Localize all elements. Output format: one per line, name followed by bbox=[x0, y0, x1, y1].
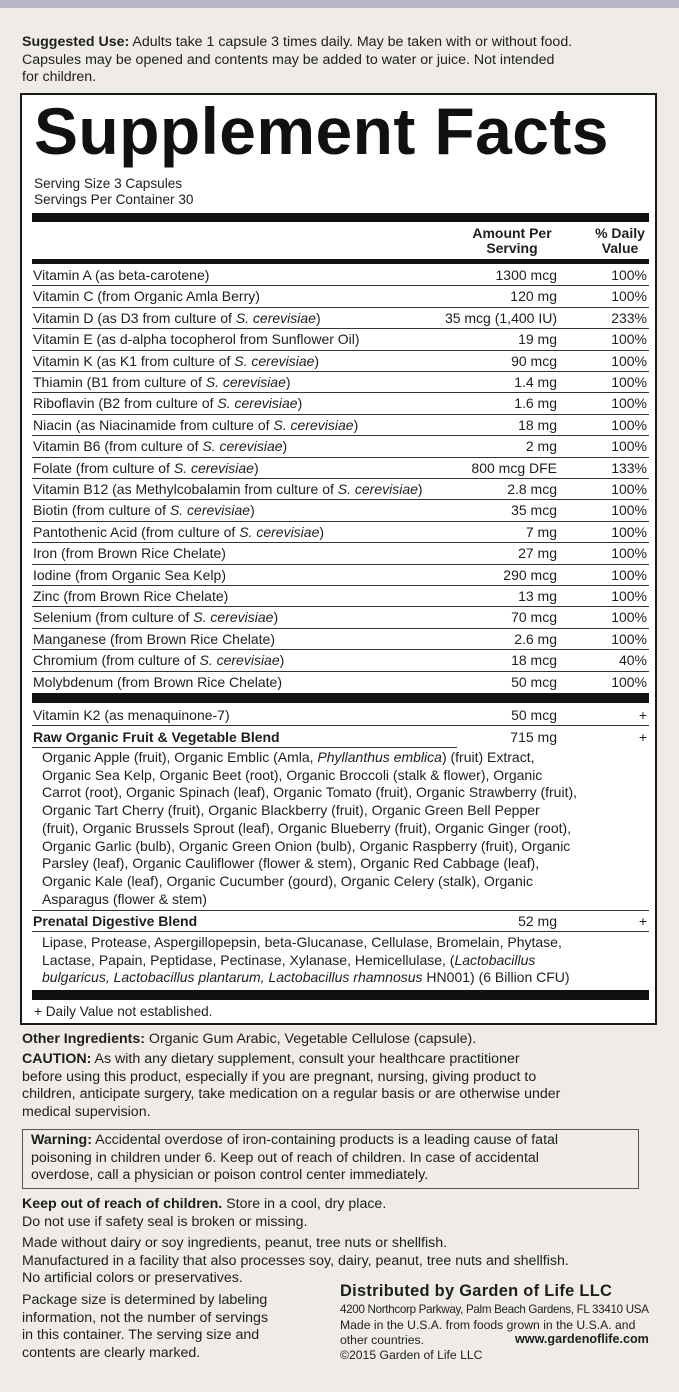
header-line: Serving bbox=[486, 240, 538, 256]
package-line: information, not the number of servings bbox=[22, 1309, 269, 1326]
nutrient-name-text: Niacin (as Niacinamide from culture of bbox=[33, 416, 274, 433]
ingredient-line bbox=[42, 855, 642, 873]
nutrient-dv: 233% bbox=[611, 309, 647, 326]
nutrient-name-italic: S. cerevisiae bbox=[193, 609, 274, 626]
nutrient-row bbox=[32, 672, 649, 693]
ingredient-text: Organic Garlic (bulb), Organic Green Onion (bulb), Organic Raspberry (fruit), Organic bbox=[42, 837, 571, 854]
ingredient-text: HN001) (6 Billion CFU) bbox=[422, 969, 570, 986]
nutrient-name bbox=[33, 286, 260, 307]
nutrient-name bbox=[33, 415, 358, 436]
nutrient-name-text: Vitamin A (as beta-carotene) bbox=[33, 267, 210, 283]
allergen-line: Made without dairy or soy ingredients, peanut, tree nuts or shellfish. bbox=[22, 1235, 448, 1251]
ingredient-text: Lipase, Protease, Aspergillopepsin, beta-Glucanase, Cellulase, Bromelain, Phytase, bbox=[42, 934, 562, 950]
nutrient-name-text: ) bbox=[417, 481, 423, 497]
ingredient-text: ) (fruit) Extract, bbox=[441, 749, 535, 765]
daily-value-header bbox=[582, 226, 658, 256]
warning-line: overdose, call a physician or poison control center immediately. bbox=[31, 1167, 429, 1184]
blend-dv: + bbox=[638, 729, 647, 745]
nutrient-amount: 35 mcg bbox=[511, 502, 557, 519]
nutrient-amount: 2.8 mcg bbox=[507, 481, 557, 497]
ingredient-line bbox=[42, 873, 642, 891]
distributor-address: 4200 Northcorp Parkway, Palm Beach Gardens, FL 33410 USA bbox=[340, 1303, 649, 1316]
nutrient-name-text: ) bbox=[314, 352, 320, 369]
website-link[interactable]: www.gardenoflife.com bbox=[515, 1332, 649, 1346]
nutrient-dv: 100% bbox=[611, 438, 647, 455]
caution-line: children, anticipate surgery, take medication on a regular basis or are otherwise under bbox=[22, 1086, 561, 1103]
nutrient-dv: 100% bbox=[611, 288, 647, 305]
nutrient-name-italic: S. cerevisiae bbox=[234, 352, 315, 369]
warning-line: Accidental overdose of iron-containing products is a leading cause of fatal bbox=[91, 1132, 559, 1148]
raw-blend-row bbox=[32, 727, 649, 748]
nutrient-row bbox=[32, 286, 649, 307]
blend-name: Raw Organic Fruit & Vegetable Blend bbox=[33, 729, 280, 745]
nutrient-dv: 100% bbox=[611, 630, 647, 647]
caution-line: before using this product, especially if you are pregnant, nursing, giving product to bbox=[22, 1068, 537, 1085]
nutrient-name-text: Chromium (from culture of bbox=[33, 652, 200, 669]
nutrient-row bbox=[32, 522, 649, 543]
warning-line: poisoning in children under 6. Keep out of reach of children. In case of accidental bbox=[31, 1149, 539, 1166]
nutrient-amount: 50 mcg bbox=[511, 707, 557, 723]
other-ingredients-label: Other Ingredients: bbox=[22, 1031, 145, 1047]
blend-name: Prenatal Digestive Blend bbox=[33, 913, 198, 929]
nutrient-name-text: ) bbox=[253, 459, 259, 476]
nutrient-name-italic: S. cerevisiae bbox=[273, 416, 354, 433]
serving-size: Serving Size 3 Capsules bbox=[34, 176, 183, 191]
nutrient-dv: 100% bbox=[611, 374, 647, 390]
nutrient-amount: 290 mcg bbox=[503, 566, 557, 583]
amount-per-serving-header bbox=[457, 226, 567, 256]
storage-line: Do not use if safety seal is broken or missing. bbox=[22, 1213, 308, 1230]
blend-dv: + bbox=[638, 913, 647, 929]
nutrient-name-text: Iron (from Brown Rice Chelate) bbox=[33, 545, 226, 562]
nutrient-row bbox=[32, 543, 649, 564]
ingredient-line bbox=[42, 969, 642, 987]
nutrient-amount: 13 mg bbox=[518, 588, 557, 604]
nutrient-name-italic: S. cerevisiae bbox=[202, 438, 283, 455]
nutrient-name-text: Manganese (from Brown Rice Chelate) bbox=[33, 630, 275, 647]
nutrient-name-text: Vitamin B12 (as Methylcobalamin from culture of bbox=[33, 481, 338, 497]
nutrient-row bbox=[32, 436, 649, 457]
nutrient-dv: 100% bbox=[611, 395, 647, 412]
storage bbox=[22, 1196, 386, 1231]
nutrient-row bbox=[32, 372, 649, 393]
nutrient-dv: 133% bbox=[611, 459, 647, 476]
nutrient-name bbox=[33, 650, 284, 671]
nutrient-name-text: Zinc (from Brown Rice Chelate) bbox=[33, 588, 229, 604]
nutrient-name-text: Iodine (from Organic Sea Kelp) bbox=[33, 566, 226, 583]
nutrient-name bbox=[33, 586, 228, 607]
nutrient-name-italic: S. cerevisiae bbox=[337, 481, 418, 497]
top-color-band bbox=[0, 0, 679, 8]
nutrient-row bbox=[32, 479, 649, 500]
made-in-statement: other countries. bbox=[340, 1333, 425, 1347]
nutrient-name: Vitamin K2 (as menaquinone-7) bbox=[33, 707, 230, 723]
nutrient-name bbox=[33, 672, 282, 693]
nutrient-row bbox=[32, 329, 649, 350]
nutrient-name-text: Biotin (from culture of bbox=[33, 502, 170, 519]
nutrient-row bbox=[32, 607, 649, 628]
footnote: + Daily Value not established. bbox=[34, 1004, 213, 1019]
nutrient-dv: 100% bbox=[611, 588, 647, 604]
nutrient-row bbox=[32, 500, 649, 521]
other-ingredients bbox=[22, 1031, 476, 1049]
nutrient-row bbox=[32, 565, 649, 586]
nutrient-row bbox=[32, 586, 649, 607]
nutrient-dv: 40% bbox=[618, 652, 647, 669]
suggested-use-line: Adults take 1 capsule 3 times daily. May be taken with or without food. bbox=[129, 34, 573, 50]
suggested-use-label: Suggested Use: bbox=[22, 34, 130, 50]
nutrient-name-text: Molybdenum (from Brown Rice Chelate) bbox=[33, 673, 282, 690]
allergen-statement bbox=[22, 1235, 569, 1288]
nutrient-amount: 35 mcg (1,400 IU) bbox=[444, 309, 557, 326]
nutrient-name-italic: S. cerevisiae bbox=[169, 502, 251, 519]
nutrient-dv: 100% bbox=[611, 609, 647, 626]
nutrient-amount: 18 mg bbox=[518, 416, 557, 433]
nutrient-amount: 27 mg bbox=[518, 545, 557, 562]
ingredient-line bbox=[42, 820, 642, 838]
nutrient-name-text: ) bbox=[279, 652, 285, 669]
header-line: % Daily bbox=[595, 225, 645, 241]
ingredient-line bbox=[42, 749, 642, 767]
ingredient-line bbox=[42, 934, 642, 952]
nutrient-amount: 19 mg bbox=[518, 331, 557, 348]
digestive-blend-ingredients bbox=[42, 934, 642, 987]
package-line: Package size is determined by labeling bbox=[22, 1292, 268, 1308]
ingredient-text: Organic Tart Cherry (fruit), Organic Blackberry (fruit), Organic Green Bell Pepper bbox=[42, 802, 540, 819]
ingredient-text: (fruit), Organic Brussels Sprout (leaf), Organic Blueberry (fruit), Organic Ginger (root), bbox=[42, 819, 572, 836]
nutrient-dv: 100% bbox=[611, 673, 647, 690]
nutrient-dv: 100% bbox=[611, 331, 647, 348]
suggested-use-line: Capsules may be opened and contents may be added to water or juice. Not intended bbox=[22, 51, 555, 68]
nutrient-row bbox=[32, 458, 649, 479]
nutrient-name bbox=[33, 607, 278, 628]
digestive-blend-row bbox=[32, 911, 649, 932]
column-rule bbox=[32, 259, 649, 264]
nutrient-dv: + bbox=[638, 707, 647, 723]
warning-text bbox=[31, 1132, 631, 1185]
ingredient-text: Organic Apple (fruit), Organic Emblic (Amla, bbox=[42, 749, 318, 765]
nutrient-name bbox=[33, 351, 319, 372]
caution-line: medical supervision. bbox=[22, 1103, 151, 1120]
ingredient-text: Asparagus (flower & stem) bbox=[42, 890, 207, 907]
nutrient-name-italic: S. cerevisiae bbox=[217, 395, 298, 412]
ingredient-text: Lactase, Papain, Peptidase, Pectinase, Xylanase, Hemicellulase, ( bbox=[42, 951, 455, 968]
nutrient-name-text: ) bbox=[285, 374, 291, 390]
nutrient-amount: 120 mg bbox=[510, 288, 557, 305]
other-ingredients-text: Organic Gum Arabic, Vegetable Cellulose (capsule). bbox=[144, 1031, 477, 1047]
allergen-line: No artificial colors or preservatives. bbox=[22, 1270, 243, 1287]
nutrient-amount: 50 mcg bbox=[511, 673, 557, 690]
nutrient-name bbox=[33, 629, 275, 650]
blend-rule bbox=[32, 747, 457, 748]
ingredient-text: Parsley (leaf), Organic Cauliflower (flower & stem), Organic Red Cabbage (leaf), bbox=[42, 855, 540, 872]
nutrient-amount: 90 mcg bbox=[511, 352, 557, 369]
ingredient-line bbox=[42, 784, 642, 802]
facts-title: Supplement Facts bbox=[34, 94, 609, 168]
ingredient-line bbox=[42, 802, 642, 820]
nutrient-amount: 7 mg bbox=[525, 523, 557, 540]
nutrient-name bbox=[33, 308, 321, 329]
nutrient-name-italic: S. cerevisiae bbox=[235, 309, 316, 326]
nutrient-dv: 100% bbox=[611, 267, 647, 283]
nutrient-name bbox=[33, 543, 226, 564]
ingredient-line bbox=[42, 952, 642, 970]
raw-blend-ingredients bbox=[42, 749, 642, 908]
ingredient-text: Organic Sea Kelp, Organic Beet (root), Organic Broccoli (stalk & flower), Organic bbox=[42, 766, 543, 783]
bottom-rule bbox=[32, 990, 649, 1000]
nutrient-name bbox=[33, 500, 255, 521]
blend-amount: 715 mg bbox=[510, 729, 557, 745]
nutrient-name bbox=[33, 436, 287, 457]
package-line: in this container. The serving size and bbox=[22, 1327, 260, 1344]
ingredient-text: Carrot (root), Organic Spinach (leaf), Organic Tomato (fruit), Organic Strawberry (fruit), bbox=[42, 784, 578, 801]
warning-box bbox=[22, 1129, 639, 1189]
nutrient-amount: 1.4 mg bbox=[514, 374, 557, 390]
nutrient-name-text: ) bbox=[282, 438, 288, 455]
nutrient-name-text: ) bbox=[250, 502, 255, 519]
nutrient-name bbox=[33, 265, 209, 286]
section-rule bbox=[32, 693, 649, 703]
nutrient-row bbox=[32, 650, 649, 671]
nutrient-name bbox=[33, 393, 302, 414]
distributor-title: Distributed by Garden of Life LLC bbox=[340, 1282, 613, 1300]
nutrient-amount: 800 mcg DFE bbox=[471, 459, 557, 476]
nutrient-name-text: Folate (from culture of bbox=[33, 459, 174, 476]
nutrient-row bbox=[32, 265, 649, 286]
storage-line: Store in a cool, dry place. bbox=[222, 1196, 387, 1212]
ingredient-italic: bulgaricus, Lactobacillus plantarum, Lactobacillus rhamnosus bbox=[42, 969, 423, 986]
nutrient-name-italic: S. cerevisiae bbox=[173, 459, 254, 476]
nutrient-name-text: Thiamin (B1 from culture of bbox=[33, 374, 206, 390]
nutrient-row bbox=[32, 629, 649, 650]
suggested-use-line: for children. bbox=[22, 69, 97, 86]
nutrient-name-italic: S. cerevisiae bbox=[239, 523, 320, 540]
copyright: ©2015 Garden of Life LLC bbox=[340, 1348, 483, 1362]
nutrient-name-italic: S. cerevisiae bbox=[199, 652, 280, 669]
caution-line: As with any dietary supplement, consult your healthcare practitioner bbox=[91, 1051, 520, 1067]
nutrient-name bbox=[33, 372, 291, 393]
ingredient-line bbox=[42, 891, 642, 909]
nutrient-row bbox=[32, 308, 649, 329]
nutrient-dv: 100% bbox=[611, 545, 647, 562]
package-line: contents are clearly marked. bbox=[22, 1344, 201, 1361]
nutrient-name-italic: S. cerevisiae bbox=[205, 374, 286, 390]
nutrient-amount: 2.6 mg bbox=[514, 630, 557, 647]
nutrient-row bbox=[32, 415, 649, 436]
header-rule bbox=[32, 213, 649, 222]
storage-label: Keep out of reach of children. bbox=[22, 1196, 223, 1212]
vitamin-k2-row bbox=[32, 705, 649, 726]
ingredient-italic: Phyllanthus emblica bbox=[317, 749, 442, 765]
nutrient-name bbox=[33, 329, 360, 350]
nutrient-name-text: ) bbox=[273, 609, 279, 626]
servings-per-container: Servings Per Container 30 bbox=[34, 192, 194, 207]
nutrient-name-text: Pantothenic Acid (from culture of bbox=[33, 523, 240, 540]
nutrient-name-text: Riboflavin (B2 from culture of bbox=[33, 395, 218, 412]
caution bbox=[22, 1051, 662, 1121]
package-size-statement bbox=[22, 1292, 322, 1362]
nutrient-name-text: Vitamin B6 (from culture of bbox=[33, 438, 203, 455]
nutrient-name-text: ) bbox=[315, 309, 321, 326]
allergen-line: Manufactured in a facility that also processes soy, dairy, peanut, tree nuts and shellfish. bbox=[22, 1252, 569, 1269]
nutrient-amount: 18 mcg bbox=[511, 652, 557, 669]
nutrient-name-text: ) bbox=[297, 395, 303, 412]
nutrient-amount: 1.6 mg bbox=[514, 395, 557, 412]
nutrient-name-text: ) bbox=[353, 416, 359, 433]
ingredient-text: Organic Kale (leaf), Organic Cucumber (gourd), Organic Celery (stalk), Organic bbox=[42, 872, 533, 889]
nutrient-name-text: Vitamin E (as d-alpha tocopherol from Sunflower Oil) bbox=[33, 331, 360, 348]
ingredient-italic: Lactobacillus bbox=[454, 951, 536, 968]
nutrient-name-text: ) bbox=[319, 523, 325, 540]
nutrient-name bbox=[33, 479, 423, 500]
nutrient-name bbox=[33, 458, 259, 479]
nutrient-dv: 100% bbox=[611, 502, 647, 519]
nutrient-dv: 100% bbox=[611, 481, 647, 497]
nutrient-amount: 2 mg bbox=[525, 438, 557, 455]
nutrient-dv: 100% bbox=[611, 352, 647, 369]
nutrient-dv: 100% bbox=[611, 523, 647, 540]
suggested-use bbox=[22, 34, 662, 87]
nutrient-amount: 70 mcg bbox=[511, 609, 557, 626]
nutrient-name-text: Selenium (from culture of bbox=[33, 609, 194, 626]
nutrient-dv: 100% bbox=[611, 416, 647, 433]
nutrient-name-text: Vitamin K (as K1 from culture of bbox=[33, 352, 235, 369]
nutrient-row bbox=[32, 351, 649, 372]
blend-amount: 52 mg bbox=[518, 913, 557, 929]
made-in-statement: Made in the U.S.A. from foods grown in the U.S.A. and bbox=[340, 1318, 636, 1332]
nutrient-name bbox=[33, 522, 324, 543]
nutrient-row bbox=[32, 393, 649, 414]
caution-label: CAUTION: bbox=[22, 1051, 92, 1067]
header-line: Value bbox=[601, 240, 639, 256]
supplement-facts-panel bbox=[20, 93, 657, 1025]
nutrient-name bbox=[33, 565, 226, 586]
header-line: Amount Per bbox=[472, 225, 552, 241]
ingredient-line bbox=[42, 838, 642, 856]
warning-label: Warning: bbox=[31, 1132, 92, 1148]
nutrient-name-text: Vitamin D (as D3 from culture of bbox=[33, 309, 236, 326]
nutrient-amount: 1300 mcg bbox=[495, 267, 557, 283]
nutrient-name-text: Vitamin C (from Organic Amla Berry) bbox=[33, 288, 260, 305]
nutrient-dv: 100% bbox=[611, 566, 647, 583]
ingredient-line bbox=[42, 767, 642, 785]
